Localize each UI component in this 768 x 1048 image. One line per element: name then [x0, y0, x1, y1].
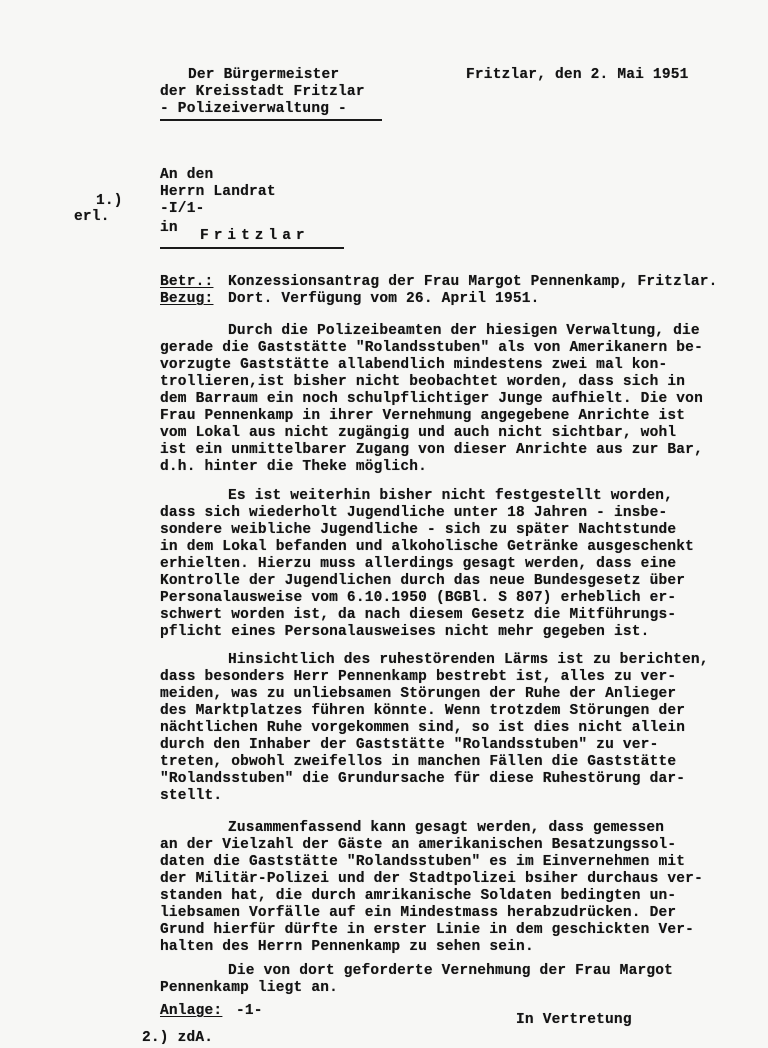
body-line: liebsamen Vorfälle auf ein Mindestmass herabzudrücken. Der — [160, 905, 677, 921]
betr-label: Betr.: — [160, 274, 214, 290]
body-line: nächtlichen Ruhe vorgekommen sind, so ist dies nicht allein — [160, 720, 686, 736]
bezug-label: Bezug: — [160, 291, 214, 307]
body-line: durch den Inhaber der Gaststätte "Rolandsstuben" zu ver- — [160, 737, 659, 753]
body-line: Personalausweise vom 6.10.1950 (BGBl. S 807) erheblich er- — [160, 590, 677, 606]
anlage-text: -1- — [236, 1003, 263, 1019]
body-line: Zusammenfassend kann gesagt werden, dass gemessen — [228, 820, 665, 836]
body-line: Pennenkamp liegt an. — [160, 980, 339, 996]
footer-note: 2.) zdA. — [142, 1030, 214, 1046]
margin-note-2: erl. — [74, 209, 110, 225]
body-line: treten, obwohl zweifellos in manchen Fällen die Gaststätte — [160, 754, 677, 770]
body-line: schwert worden ist, da nach diesem Gesetz die Mitführungs- — [160, 607, 677, 623]
body-line: Frau Pennenkamp in ihrer Vernehmung angegebene Anrichte ist — [160, 408, 686, 424]
body-line: halten des Herrn Pennenkamp zu sehen sein. — [160, 939, 534, 955]
body-line: stellt. — [160, 788, 223, 804]
body-line: standen hat, die durch amrikanische Soldaten bedingten un- — [160, 888, 677, 904]
body-line: Hinsichtlich des ruhestörenden Lärms ist zu berichten, — [228, 652, 709, 668]
body-line: Die von dort geforderte Vernehmung der Frau Margot — [228, 963, 674, 979]
body-line: meiden, was zu unliebsamen Störungen der Ruhe der Anlieger — [160, 686, 677, 702]
body-line: trollieren,ist bisher nicht beobachtet worden, dass sich in — [160, 374, 686, 390]
body-line: daten die Gaststätte "Rolandsstuben" es im Einvernehmen mit — [160, 854, 686, 870]
body-line: pflicht eines Personalausweises nicht mehr gegeben ist. — [160, 624, 650, 640]
body-line: "Rolandsstuben" die Grundursache für diese Ruhestörung dar- — [160, 771, 686, 787]
betr-text: Konzessionsantrag der Frau Margot Pennenkamp, Fritzlar. — [228, 274, 718, 290]
sender-line-2: der Kreisstadt Fritzlar — [160, 84, 365, 100]
recipient-line-3: -I/1- — [160, 201, 205, 217]
body-line: Es ist weiterhin bisher nicht festgestellt worden, — [228, 488, 674, 504]
body-line: dem Barraum ein noch schulpflichtiger Junge aufhielt. Die von — [160, 391, 703, 407]
body-line: Grund hierfür dürfte in erster Linie in dem geschickten Ver- — [160, 922, 695, 938]
body-line: Kontrolle der Jugendlichen durch das neue Bundesgesetz über — [160, 573, 686, 589]
margin-note-1: 1.) — [96, 193, 123, 209]
sender-line-1: Der Bürgermeister — [188, 67, 340, 83]
body-line: dass besonders Herr Pennenkamp bestrebt ist, alles zu ver- — [160, 669, 677, 685]
recipient-underline — [160, 247, 344, 249]
recipient-line-2: Herrn Landrat — [160, 184, 276, 200]
body-line: d.h. hinter die Theke möglich. — [160, 459, 428, 475]
body-line: des Marktplatzes führen könnte. Wenn trotzdem Störungen der — [160, 703, 686, 719]
recipient-line-1: An den — [160, 167, 214, 183]
body-line: an der Vielzahl der Gäste an amerikanischen Besatzungssol- — [160, 837, 677, 853]
body-line: ist ein unmittelbarer Zugang von dieser Anrichte aus zur Bar, — [160, 442, 703, 458]
body-line: erhielten. Hierzu muss allerdings gesagt werden, dass eine — [160, 556, 677, 572]
anlage-label: Anlage: — [160, 1003, 223, 1019]
body-line: sondere weibliche Jugendliche - sich zu später Nachtstunde — [160, 522, 677, 538]
recipient-in-label: in — [160, 220, 178, 236]
body-line: vorzugte Gaststätte allabendlich mindestens zwei mal kon- — [160, 357, 668, 373]
body-line: vom Lokal aus nicht zugängig und auch nicht sichtbar, wohl — [160, 425, 677, 441]
bezug-text: Dort. Verfügung vom 26. April 1951. — [228, 291, 540, 307]
body-line: der Militär-Polizei und der Stadtpolizei bsiher durchaus ver- — [160, 871, 703, 887]
sender-line-3: - Polizeiverwaltung - — [160, 101, 347, 117]
sender-underline — [160, 119, 382, 121]
body-line: gerade die Gaststätte "Rolandsstuben" als von Amerikanern be- — [160, 340, 703, 356]
body-line: dass sich wiederholt Jugendliche unter 18 Jahren - insbe- — [160, 505, 668, 521]
recipient-city: Fritzlar — [200, 228, 310, 244]
dateline: Fritzlar, den 2. Mai 1951 — [466, 67, 689, 83]
body-line: Durch die Polizeibeamten der hiesigen Verwaltung, die — [228, 323, 700, 339]
closing: In Vertretung — [516, 1012, 632, 1028]
body-line: in dem Lokal befanden und alkoholische Getränke ausgeschenkt — [160, 539, 695, 555]
